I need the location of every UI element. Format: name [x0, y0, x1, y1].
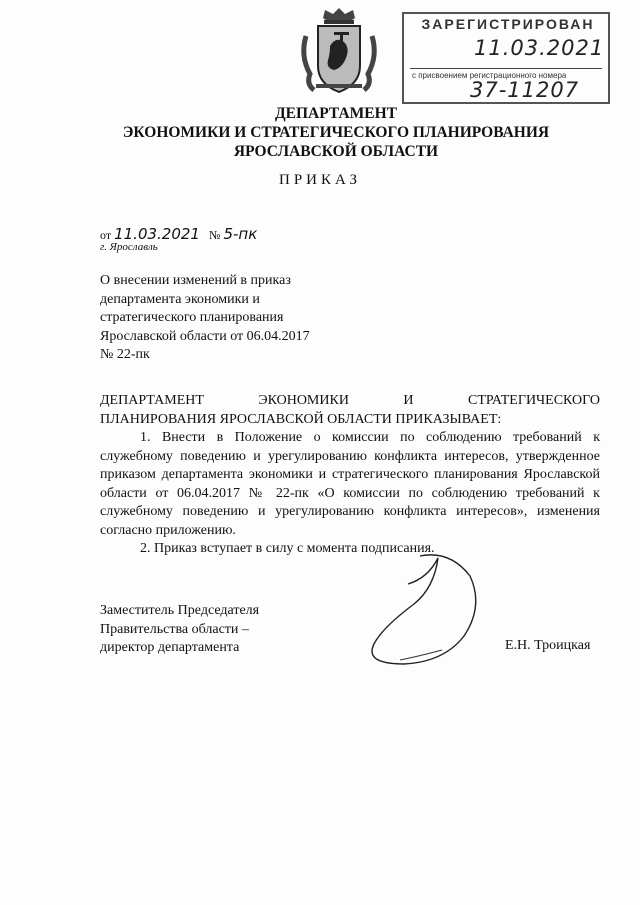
department-line-2: ЭКОНОМИКИ И СТРАТЕГИЧЕСКОГО ПЛАНИРОВАНИЯ: [122, 124, 550, 141]
order-subject: [100, 272, 360, 365]
signatory-title-line-2: Правительства области –: [100, 621, 249, 637]
handwritten-signature: [350, 548, 510, 668]
order-item-1: 1. Внести в Положение о комиссии по соблюдению требований к служебному поведению и урегулированию конфликта интересов, утвержденное приказом департамента экономики и стратегического планирования Ярославской области от 06.04.2017 № 22-пк «О комиссии по соблюдению требований к служебному поведению и урегулированию конфликта интересов», изменения согласно приложению.: [100, 430, 600, 538]
subject-line-2: департамента экономики и: [100, 291, 260, 307]
signatory-title-line-3: директор департамента: [100, 640, 240, 655]
number-label: №: [208, 228, 221, 242]
signatory-title-line-1: Заместитель Председателя: [100, 603, 260, 618]
subject-line-4: Ярославской области от 06.04.2017: [100, 328, 310, 344]
stamp-title: ЗАРЕГИСТРИРОВАН: [421, 16, 595, 32]
stamp-date: 11.03.2021: [474, 36, 605, 60]
department-line-1: ДЕПАРТАМЕНТ: [274, 105, 398, 122]
order-body: [100, 392, 600, 559]
order-item-2: 2. Приказ вступает в силу с момента подписания.: [140, 541, 435, 556]
registration-stamp: [402, 12, 610, 104]
subject-line-3: стратегического планирования: [100, 310, 284, 325]
preamble-line-1: ДЕПАРТАМЕНТ ЭКОНОМИКИ И СТРАТЕГИЧЕСКОГО: [100, 393, 600, 408]
document-type: ПРИКАЗ: [279, 172, 361, 188]
department-line-3: ЯРОСЛАВСКОЙ ОБЛАСТИ: [233, 143, 439, 160]
signatory-name: Е.Н. Троицкая: [505, 638, 591, 653]
coat-of-arms-emblem: [296, 6, 382, 94]
signatory-title: [100, 602, 320, 658]
order-date: 11.03.2021: [114, 225, 200, 243]
stamp-number: 37-11207: [470, 78, 580, 102]
order-number: 5-пк: [223, 225, 258, 243]
subject-line-5: № 22-пк: [100, 347, 150, 362]
preamble-line-2: ПЛАНИРОВАНИЯ ЯРОСЛАВСКОЙ ОБЛАСТИ ПРИКАЗЫВАЕТ:: [100, 411, 502, 427]
order-city: г. Ярославль: [100, 241, 158, 253]
subject-line-1: О внесении изменений в приказ: [100, 273, 291, 288]
stamp-note: с присвоением регистрационного номера: [412, 71, 567, 80]
from-label: от: [100, 228, 112, 242]
department-header: [96, 104, 576, 161]
stamp-divider: [410, 68, 602, 69]
